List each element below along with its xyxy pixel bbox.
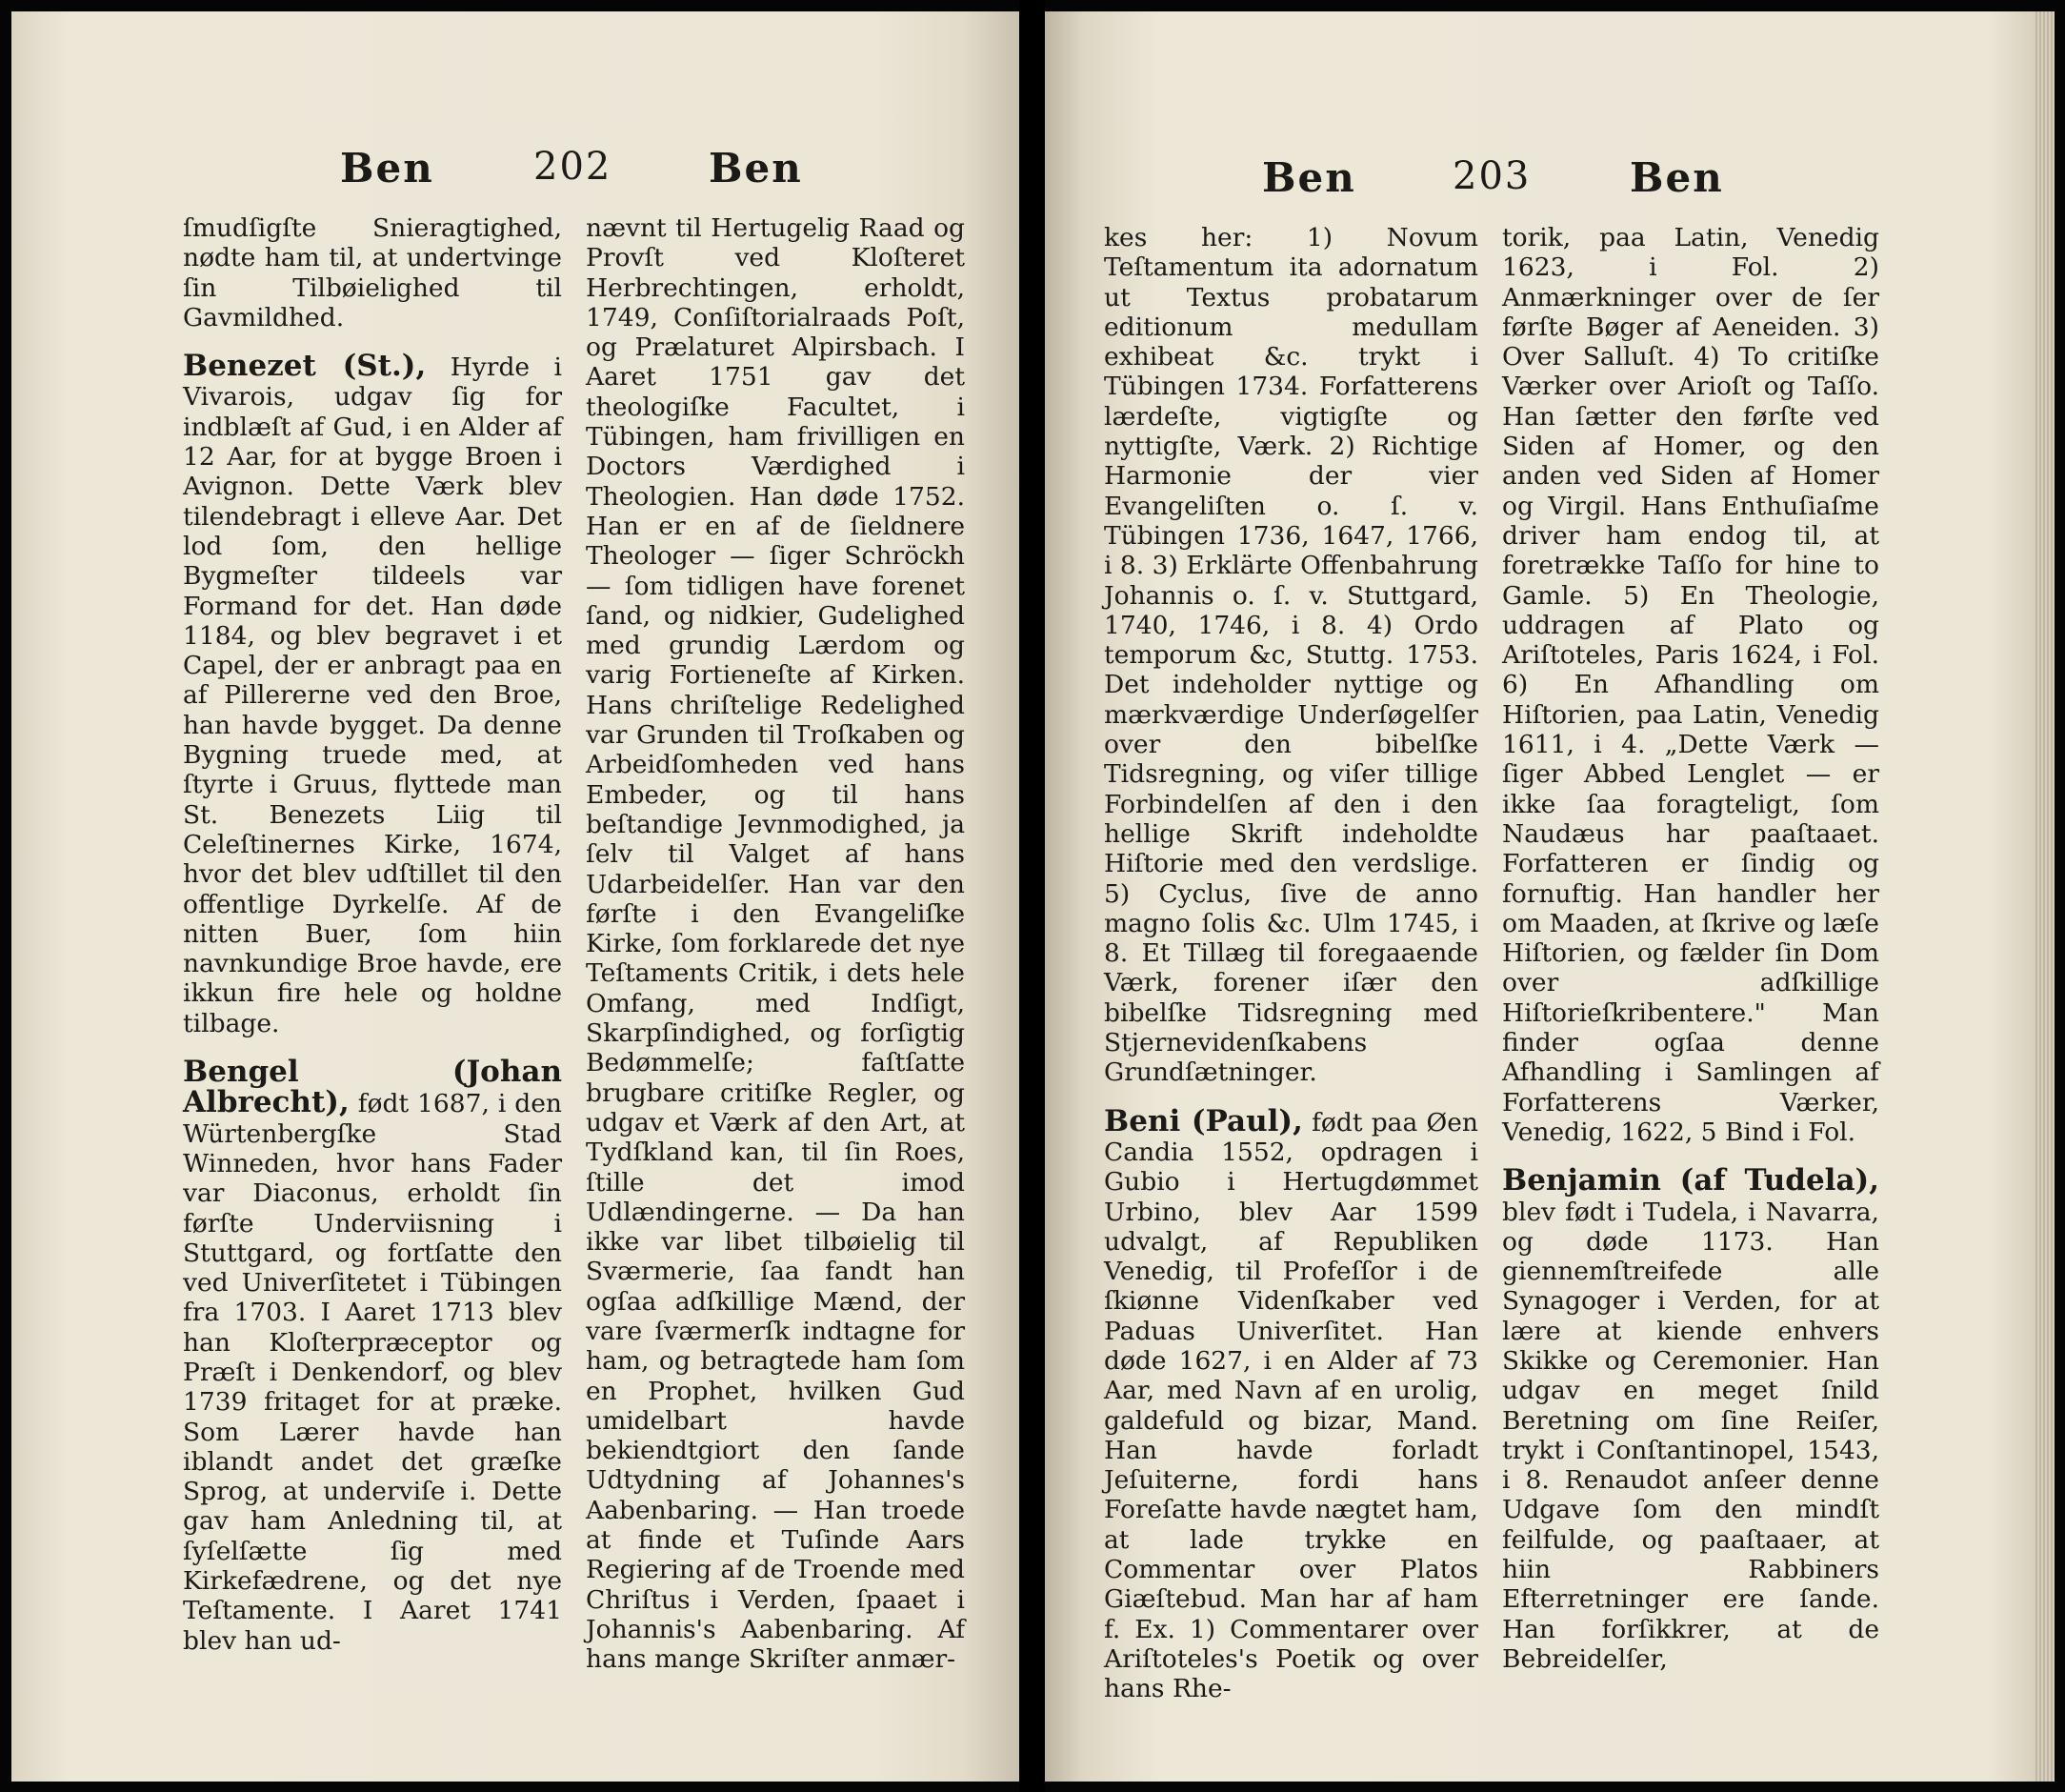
right-column-2 — [1502, 223, 1879, 1674]
text-paragraph: torik, paa Latin, Venedig 1623, i Fol. 2) Anmærkninger over de ſer førſte Bøger af Aeneiden. 3) Over Salluſt. 4) To critiſke Værker over Arioſt og Taſſo. Han ſætter den førſte ved Siden af Homer, og den anden ved Siden af Homer og Virgil. Hans Enthuſiaſme driver ham endog til, at foretrække Taſſo for hine to Gamle. 5) En Theologie, uddragen af Plato og Ariſtoteles, Paris 1624, i Fol. 6) En Afhandling om Hiſtorien, paa Latin, Venedig 1611, i 4. „Dette Værk — ſiger Abbed Lenglet — er ikke ſaa foragteligt, ſom Naudæus har paaſtaaet. Forfatteren er ſindig og fornuftig. Han handler her om Maaden, at ſkrive og læſe Hiſtorien, og fælder ſin Dom over adſkillige Hiſtorieſkribentere." Man finder ogſaa denne Afhandling i Samlingen af Forfatterens Værker, Venedig, 1622, 5 Bind i Fol. — [1502, 223, 1879, 1147]
right-header-right-word: Ben — [1630, 154, 1724, 201]
entry-beni: Beni (Paul), født paa Øen Candia 1552, opdragen i Gubio i Hertugdømmet Urbino, blev Aar 1599 udvalgt, af Republiken Venedig, til Profeſſor i de ſkiønne Videnſkaber ved Paduas Univerſitet. Han døde 1627, i en Alder af 73 Aar, med Navn af en urolig, galdefuld og bizar, Mand. Han havde forladt Jeſuiterne, fordi hans Foreſatte havde nægtet ham, at lade trykke en Commentar over Platos Giæſtebud. Man har af ham f. Ex. 1) Commentarer over Ariſtoteles's Poetik og over hans Rhe- — [1104, 1103, 1478, 1704]
book-gutter — [1019, 0, 1045, 1792]
page-edges — [2034, 11, 2055, 1782]
right-page-header — [1045, 154, 2055, 211]
entry-heading: Beni (Paul), — [1104, 1103, 1303, 1138]
left-page-header — [11, 145, 1019, 202]
right-column-1 — [1104, 223, 1478, 1704]
entry-benezet: Benezet (St.), Hyrde i Vivarois, udgav ſig for indblæſt af Gud, i en Alder af 12 Aar, for at bygge Broen i Avignon. Dette Værk blev tilendebragt i elleve Aar. Det lod ſom, den hellige Bygmeſter tildeels var Formand for det. Han døde 1184, og blev begravet i et Capel, der er anbragt paa en af Pillererne ved den Broe, han havde bygget. Da denne Bygning truede med, at ſtyrte i Gruus, flyttede man St. Benezets Liig til Celeſtinernes Kirke, 1674, hvor det blev udſtillet til den offentlige Dyrkelſe. Af de nitten Buer, ſom hiin navnkundige Broe havde, ere ikkun fire hele og holdne tilbage. — [183, 349, 562, 1038]
right-page — [1045, 11, 2055, 1782]
text-paragraph: nævnt til Hertugelig Raad og Provſt ved Kloſteret Herbrechtingen, erholdt, 1749, Conſiſtorialraads Poſt, og Prælaturet Alpirsbach. I Aaret 1751 gav det theologiſke Facultet, i Tübingen, ham frivilligen en Doctors Værdighed i Theologien. Han døde 1752. Han er en af de ſieldnere Theologer — ſiger Schröckh — ſom tidligen have forenet ſand, og nidkier, Gudelighed med grundig Lærdom og varig Fortieneſte af Kirken. Hans chriſtelige Redelighed var Grunden til Troſkaben og Arbeidſomheden ved hans Embeder, og til hans beſtandige Jevnmodighed, ja ſelv til Valget af hans Udarbeidelſer. Han var den førſte i den Evangeliſke Kirke, ſom forklarede det nye Teſtaments Critik, i dets hele Omfang, med Indſigt, Skarpſindighed, og forſigtig Bedømmelſe; faſtſatte brugbare critiſke Regler, og udgav et Værk af den Art, at Tydſkland kan, til ſin Roes, ſtille det imod Udlændingerne. — Da han ikke var libet tilbøielig til Sværmerie, ſaa fandt han ogſaa adſkillige Mænd, der vare ſværmerſk indtagne for ham, og betragtede ham ſom en Prophet, hvilken Gud umidelbart havde bekiendtgiort den ſande Udtydning af Johannes's Aabenbaring. — Han troede at finde et Tuſinde Aars Regiering af de Troende med Chriſtus i Verden, ſpaaet i Johannis's Aabenbaring. Af hans mange Skriſter anmær- — [586, 213, 965, 1675]
left-page — [11, 11, 1019, 1782]
entry-heading: Benezet (St.), — [183, 349, 427, 384]
entry-benjamin: Benjamin (af Tudela), blev født i Tudela, i Navarra, og døde 1173. Han giennemſtreifede alle Synagoger i Verden, for at lære at kiende enhvers Skikke og Ceremonier. Han udgav en meget ſnild Beretning om ſine Reiſer, trykt i Conſtantinopel, 1543, i 8. Renaudot anſeer denne Udgave ſom den mindſt feilfulde, og paaſtaaer, at hiin Rabbiners Efterretninger ere ſande. Han forſikkrer, at de Bebreidelſer, — [1502, 1163, 1879, 1674]
left-header-right-word: Ben — [709, 145, 803, 191]
left-column-1 — [183, 213, 562, 1656]
left-column-2 — [586, 213, 965, 1675]
left-header-left-word: Ben — [340, 145, 434, 191]
entry-bengel: Bengel (Johan Albrecht), født 1687, i den Würtenbergſke Stad Winneden, hvor hans Fader var Diaconus, erholdt ſin førſte Underviisning i Stuttgard, og fortſatte den ved Univerſitetet i Tübingen fra 1703. I Aaret 1713 blev han Kloſterpræceptor og Præſt i Denkendorf, og blev 1739 fritaget for at præke. Som Lærer havde han iblandt andet det græſke Sprog, at underviſe i. Dette gav ham Anledning til, at ſyſelſætte ſig med Kirkefædrene, og det nye Teſtamente. I Aaret 1741 blev han ud- — [183, 1055, 562, 1656]
entry-heading: Bengel (Johan Albrecht), — [183, 1055, 562, 1120]
entry-heading: Benjamin (af Tudela), — [1502, 1163, 1879, 1198]
right-header-left-word: Ben — [1262, 154, 1356, 201]
text-paragraph: ſmudſigſte Snieragtighed, nødte ham til, at undertvinge ſin Tilbøielighed til Gavmildhed. — [183, 213, 562, 332]
text-paragraph: kes her: 1) Novum Teſtamentum ita adornatum ut Textus probatarum editionum medullam exhibeat &c. trykt i Tübingen 1734. Forfatterens lærdeſte, vigtigſte og nyttigſte, Værk. 2) Richtige Harmonie der vier Evangeliſten o. ſ. v. Tübingen 1736, 1647, 1766, i 8. 3) Erklärte Offenbahrung Johannis o. ſ. v. Stuttgard, 1740, 1746, i 8. 4) Ordo temporum &c, Stuttg. 1753. Det indeholder nyttige og mærkværdige Underſøgelſer over den bibelſke Tidsregning, og viſer tillige Forbindelſen af den i den hellige Skrift indeholdte Hiſtorie med den verdslige. 5) Cyclus, ſive de anno magno ſolis &c. Ulm 1745, i 8. Et Tillæg til foregaaende Værk, forener iſær den bibelſke Tidsregning med Stjernevidenſkabens Grundſætninger. — [1104, 223, 1478, 1088]
left-page-number: 202 — [533, 145, 612, 189]
right-page-number: 203 — [1453, 154, 1532, 198]
